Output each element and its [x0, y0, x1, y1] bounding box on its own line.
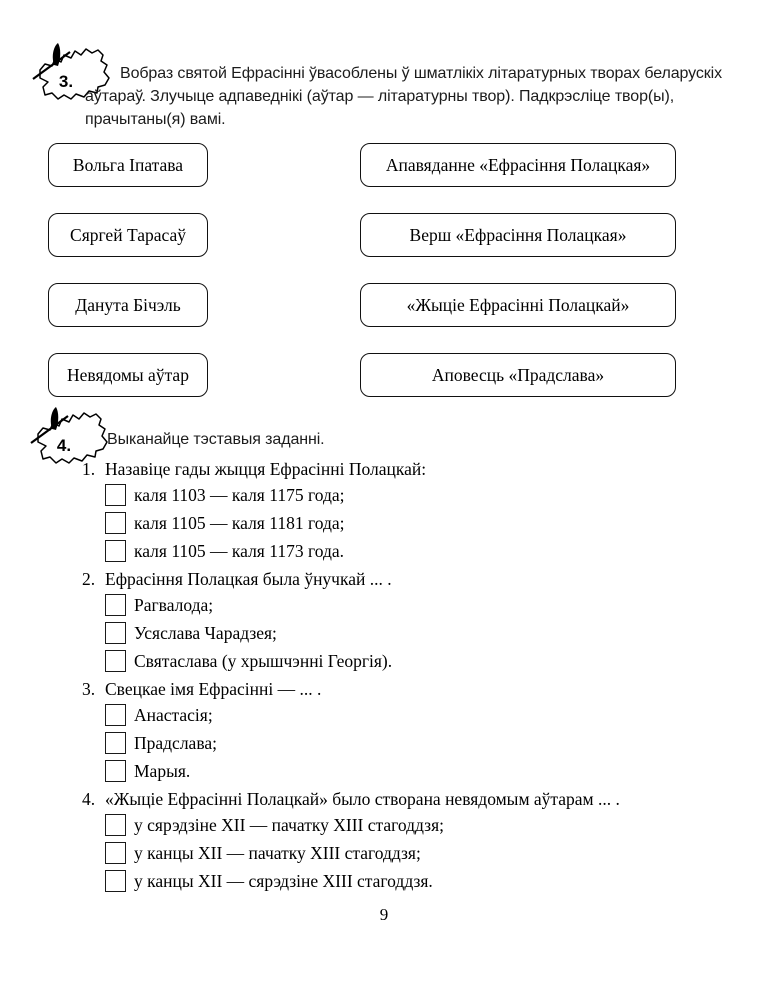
work-label: Апавяданне «Ефрасіння Полацкая» [385, 154, 651, 175]
option-label: Прадслава; [134, 733, 217, 753]
checkbox[interactable] [105, 732, 126, 754]
work-label: Аповесць «Прадслава» [431, 364, 605, 385]
work-box-apavyadanne[interactable] [360, 143, 676, 187]
checkbox[interactable] [105, 650, 126, 672]
checkbox[interactable] [105, 594, 126, 616]
author-box-tarasau[interactable] [48, 213, 208, 257]
page-number: 9 [379, 905, 389, 924]
checkbox[interactable] [105, 622, 126, 644]
option-label: Анастасія; [134, 705, 213, 725]
option-label: у канцы XII — сярэдзіне XIII стагоддзя. [134, 871, 433, 891]
matching-exercise [48, 143, 676, 397]
checkbox[interactable] [105, 704, 126, 726]
question-3-option-1 [105, 704, 742, 726]
task3-instruction-line1: Вобраз святой Ефрасінні ўвасоблены ў шматлікіх літаратурных творах беларускіх [120, 65, 723, 82]
option-label: Святаслава (у хрышчэнні Георгія). [134, 651, 393, 671]
question-3 [82, 678, 742, 782]
question-1-text: 1. Назавіце гады жыцця Ефрасінні Полацкай: [82, 459, 427, 479]
checkbox[interactable] [105, 870, 126, 892]
question-2-option-2 [105, 622, 742, 644]
checkbox[interactable] [105, 540, 126, 562]
task3-number: 3. [58, 72, 74, 91]
option-label: Марыя. [134, 761, 191, 781]
author-label: Сяргей Тарасаў [70, 224, 186, 245]
question-1-option-1 [105, 484, 742, 506]
question-2-option-3 [105, 650, 742, 672]
author-label: Данута Бічэль [75, 294, 181, 315]
author-box-ipatava[interactable] [48, 143, 208, 187]
question-2-option-1 [105, 594, 742, 616]
option-label: Рагвалода; [134, 595, 214, 615]
question-4-text: 4. «Жыціе Ефрасінні Полацкай» было створана невядомым аўтарам ... . [82, 789, 620, 809]
task3-instruction-line3: прачытаны(я) вамі. [85, 111, 226, 128]
option-label: каля 1105 — каля 1181 года; [134, 513, 345, 533]
question-3-number: 3. [82, 679, 96, 699]
question-3-option-2 [105, 732, 742, 754]
question-4-option-3 [105, 870, 742, 892]
checkbox[interactable] [105, 484, 126, 506]
question-1 [82, 458, 742, 562]
option-label: у канцы XII — пачатку XIII стагоддзя; [134, 843, 421, 863]
option-label: Усяслава Чарадзея; [134, 623, 277, 643]
question-4-option-2 [105, 842, 742, 864]
question-4-number: 4. [82, 789, 96, 809]
author-box-unknown[interactable] [48, 353, 208, 397]
question-4 [82, 788, 742, 892]
checkbox[interactable] [105, 814, 126, 836]
task4-number: 4. [56, 436, 72, 455]
author-box-bichel[interactable] [48, 283, 208, 327]
option-label: у сярэдзіне XII — пачатку XIII стагоддзя; [134, 815, 444, 835]
work-label: «Жыціе Ефрасінні Полацкай» [406, 294, 630, 315]
question-3-text: 3. Свецкае імя Ефрасінні — ... . [82, 679, 322, 699]
question-1-number: 1. [82, 459, 96, 479]
question-2-text: 2. Ефрасіння Полацкая была ўнучкай ... . [82, 569, 392, 589]
question-2 [82, 568, 742, 672]
task3-instruction [85, 62, 735, 131]
question-3-option-3 [105, 760, 742, 782]
question-1-option-2 [105, 512, 742, 534]
question-2-number: 2. [82, 569, 96, 589]
work-label: Верш «Ефрасіння Полацкая» [409, 224, 627, 245]
task3-instruction-line2: аўтараў. Злучыце адпаведнікі (аўтар — літаратурны твор). Падкрэсліце твор(ы), [85, 88, 675, 105]
work-box-versh[interactable] [360, 213, 676, 257]
author-label: Невядомы аўтар [67, 364, 189, 385]
option-label: каля 1103 — каля 1175 года; [134, 485, 345, 505]
checkbox[interactable] [105, 842, 126, 864]
checkbox[interactable] [105, 512, 126, 534]
task4-instruction: Выканайце тэставыя заданні. [107, 431, 325, 448]
question-1-option-3 [105, 540, 742, 562]
work-box-apovests[interactable] [360, 353, 676, 397]
author-label: Вольга Іпатава [72, 154, 184, 175]
work-box-zhytsie[interactable] [360, 283, 676, 327]
question-4-option-1 [105, 814, 742, 836]
option-label: каля 1105 — каля 1173 года. [134, 541, 344, 561]
test-questions [82, 458, 742, 898]
checkbox[interactable] [105, 760, 126, 782]
